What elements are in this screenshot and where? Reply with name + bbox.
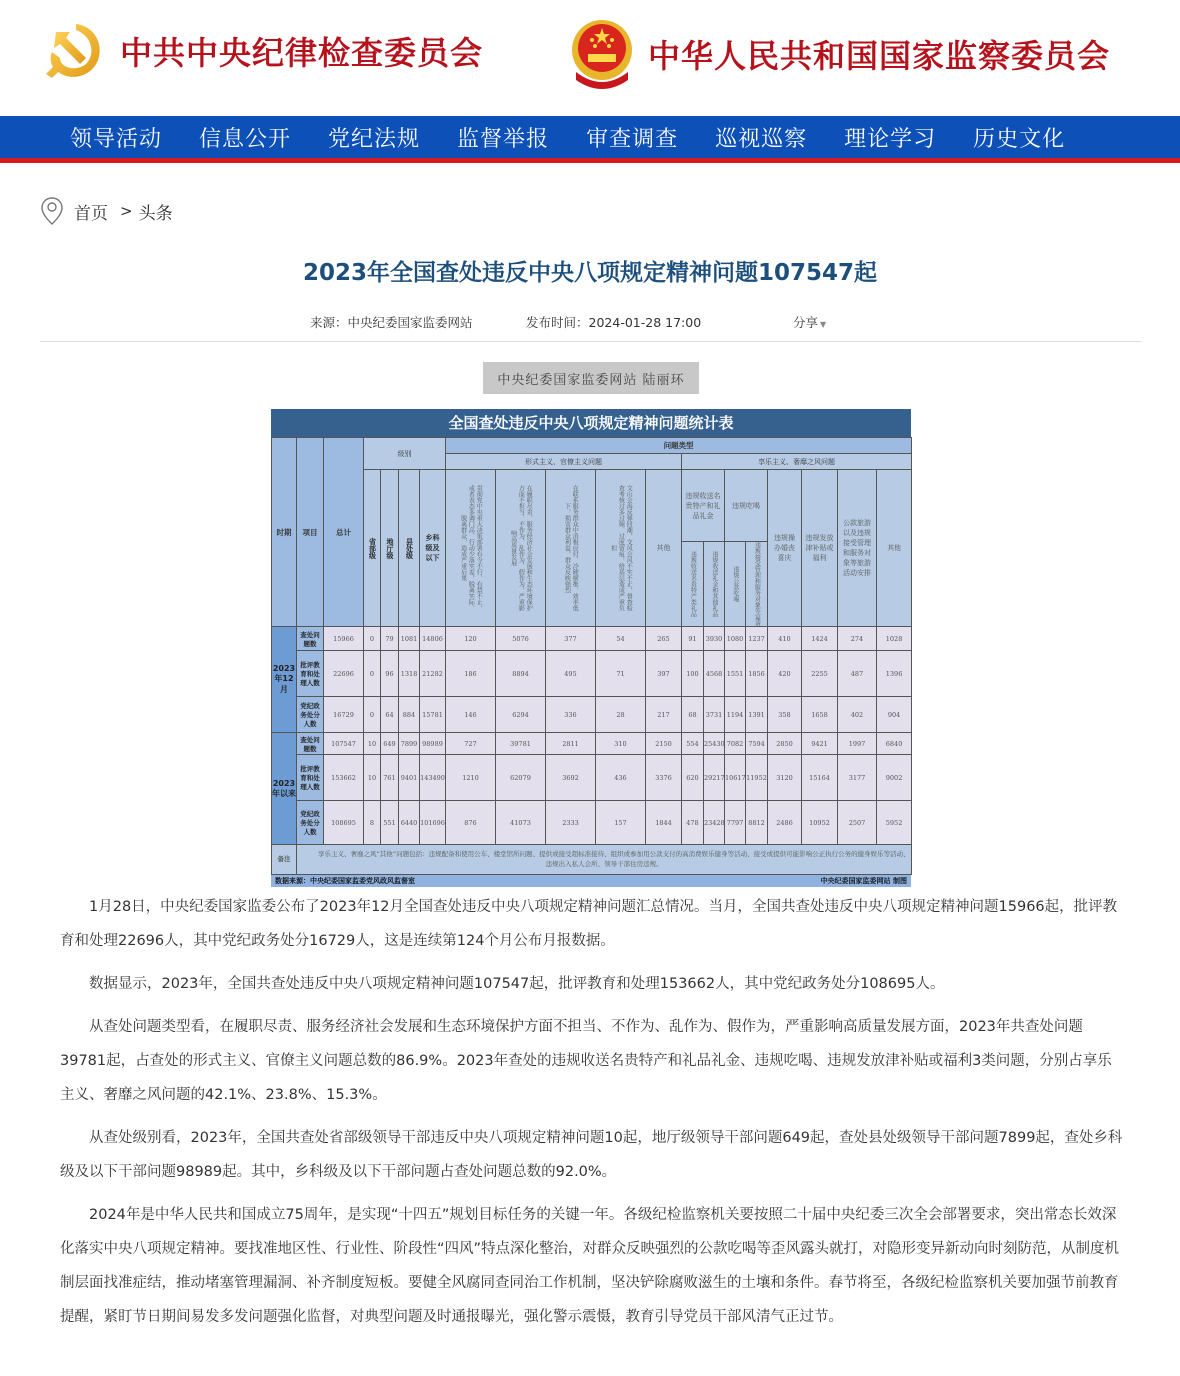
period-label: 2023年以来 [272,733,297,845]
main-nav [0,116,1180,163]
table-cell: 495 [546,651,596,697]
table-cell: 186 [446,651,496,697]
note-label: 备注 [272,845,297,875]
table-cell: 1658 [802,697,838,733]
table-row [272,733,912,755]
paragraph: 从查处级别看，2023年，全国共查处省部级领导干部违反中央八项规定精神问题10起，地厅级领导干部问题649起，查处县处级领导干部问题7899起，查处乡科级及以下干部问题98989起。其中，乡科级及以下干部问题占查处问题总数的92.0%。 [60,1130,1123,1180]
table-cell: 1424 [802,627,838,651]
table-cell: 0 [364,627,381,651]
table-cell: 336 [546,697,596,733]
table-cell: 15781 [420,697,446,733]
table-cell: 402 [838,697,877,733]
header-dining-group: 违规吃喝 [725,470,768,542]
stat-table-image [271,409,911,885]
table-cell: 2333 [546,801,596,845]
table-cell: 25430 [704,733,725,755]
table-cell: 14806 [420,627,446,651]
table-cell: 1080 [725,627,746,651]
table-cell: 2850 [768,733,802,755]
nav-item-theory[interactable]: 理论学习 [844,126,937,152]
table-cell: 1237 [746,627,768,651]
table-row [272,697,912,733]
header-hedonism-col-cash-gifts: 违规收送礼金和其他礼品 [704,542,725,627]
table-cell: 5952 [877,801,912,845]
header-hedonism-col-public-dining: 违规公款吃喝 [725,542,746,627]
nsc-logo-link[interactable] [568,18,1110,90]
row-item-label: 查处问题数 [297,733,324,755]
table-cell: 10952 [802,801,838,845]
table-cell: 310 [596,733,646,755]
table-cell: 39781 [496,733,546,755]
paragraph: 数据显示，2023年，全国共查处违反中央八项规定精神问题107547起，批评教育和处理153662人，其中党纪政务处分108695人。 [89,976,945,992]
header-level: 级别 [364,438,446,470]
nav-item-inspection[interactable]: 巡视巡察 [715,126,808,152]
table-cell: 8 [364,801,381,845]
table-cell: 98989 [420,733,446,755]
paragraph: 2024年是中华人民共和国成立75周年，是实现“十四五”规划目标任务的关键一年。各级纪检监察机关要按照二十届中央纪委三次全会部署要求，突出常态长效深化落实中央八项规定精神。要找准地区性、行业性、阶段性“四风”特点深化整治，对群众反映强烈的公款吃喝等歪风露头就打，对隐形变异新动向时刻防范，从制度机制层面找准症结，推动堵塞管理漏洞、补齐制度短板。要健全风腐同查同治工作机制，坚决铲除腐败滋生的土壤和条件。春节将至，各级纪检监察机关要加强节前教育提醒，紧盯节日期间易发多发问题强化监督，对典型问题及时通报曝光，强化警示震慑，教育引导党员干部风清气正过节。 [60,1207,1120,1325]
table-cell: 1551 [725,651,746,697]
table-cell: 6440 [399,801,420,845]
table-cell: 10 [364,733,381,755]
time-value: 2024-01-28 17:00 [588,315,702,330]
table-cell: 16729 [324,697,364,733]
header-level-township: 乡科级及以下 [420,470,446,627]
table-cell: 217 [646,697,682,733]
table-cell: 1391 [746,697,768,733]
table-cell: 9002 [877,755,912,801]
table-row [272,801,912,845]
share-button[interactable] [793,313,826,331]
table-cell: 41073 [496,801,546,845]
table-row [272,651,912,697]
table-cell: 3376 [646,755,682,801]
header-level-province: 省部级 [364,470,381,627]
header-hedonism-col-weddings: 违规操办婚丧喜庆 [768,470,802,627]
table-cell: 551 [381,801,399,845]
source-label: 来源： [310,315,348,330]
table-cell: 146 [446,697,496,733]
table-cell: 7899 [399,733,420,755]
article-time [526,313,701,331]
nav-item-info-disclosure[interactable]: 信息公开 [199,126,292,152]
table-cell: 884 [399,697,420,733]
period-label: 2023年12月 [272,627,297,733]
table-cell: 8812 [746,801,768,845]
stat-table-title: 全国查处违反中央八项规定精神问题统计表 [271,409,911,437]
table-cell: 64 [381,697,399,733]
table-row [272,755,912,801]
table-cell: 2507 [838,801,877,845]
table-cell: 6840 [877,733,912,755]
time-label: 发布时间： [526,315,589,330]
table-cell: 100 [682,651,704,697]
table-cell: 274 [838,627,877,651]
row-item-label: 党纪政务处分人数 [297,697,324,733]
image-credit: 中央纪委国家监委网站 陆丽环 [483,362,699,394]
table-cell: 420 [768,651,802,697]
table-cell: 904 [877,697,912,733]
table-cell: 108695 [324,801,364,845]
header-hedonism-col-subsidies: 违规发放津补贴或福利 [802,470,838,627]
table-cell: 107547 [324,733,364,755]
table-cell: 153662 [324,755,364,801]
table-cell: 1194 [725,697,746,733]
header-formalism-col-2: 在履职尽责、服务经济社会发展和生态环境保护方面不担当、不作为、乱作为、假作为，严重影响高质量发展 [496,470,546,627]
table-cell: 377 [546,627,596,651]
header-formalism-col-3: 在联系服务群众中消极应付、冷硬横推、效率低下，损害群众利益，群众反映强烈 [546,470,596,627]
table-cell: 15966 [324,627,364,651]
table-footer [271,875,911,887]
header-hedonism-col-banquets: 违规接受管理和服务对象等宴请 [746,542,768,627]
site-header [0,0,1180,116]
header-gifts-group: 违规收送名贵特产和礼品礼金 [682,470,725,542]
share-label: 分享 [793,315,819,330]
row-item-label: 查处问题数 [297,627,324,651]
header-total: 总计 [324,438,364,627]
nav-item-history[interactable]: 历史文化 [973,126,1066,152]
paragraph: 1月28日，中央纪委国家监委公布了2023年12月全国查处违反中央八项规定精神问题汇总情况。当月，全国共查处违反中央八项规定精神问题15966起，批评教育和处理22696人，其中党纪政务处分16729人，这是连续第124个月公布月报数据。 [60,899,1118,949]
made-by: 中央纪委国家监委网站 制图 [820,877,907,885]
stat-table [271,437,912,875]
table-cell: 487 [838,651,877,697]
nav-item-party-regulations[interactable]: 党纪法规 [328,126,421,152]
table-cell: 9401 [399,755,420,801]
table-cell: 1396 [877,651,912,697]
table-cell: 28 [596,697,646,733]
article-source [310,313,473,331]
ccdi-logo-link[interactable] [42,18,483,84]
table-cell: 620 [682,755,704,801]
party-emblem-icon [42,18,108,84]
table-cell: 3692 [546,755,596,801]
table-cell: 876 [446,801,496,845]
table-cell: 22696 [324,651,364,697]
nav-item-supervision-report[interactable]: 监督举报 [457,126,550,152]
header-formalism: 形式主义、官僚主义问题 [446,454,682,470]
header-hedonism: 享乐主义、奢靡之风问题 [682,454,912,470]
breadcrumb-home-link[interactable]: 首页 [74,203,108,224]
table-cell: 358 [768,697,802,733]
nav-item-leadership[interactable]: 领导活动 [70,126,163,152]
article-body [60,890,1124,1343]
nsc-name: 中华人民共和国国家监察委员会 [648,37,1111,75]
table-cell: 397 [646,651,682,697]
table-cell: 2255 [802,651,838,697]
table-cell: 1856 [746,651,768,697]
table-cell: 157 [596,801,646,845]
row-item-label: 批评教育和处理人数 [297,755,324,801]
table-cell: 7082 [725,733,746,755]
table-cell: 1997 [838,733,877,755]
header-problem-type: 问题类型 [446,438,912,454]
table-cell: 7594 [746,733,768,755]
table-cell: 29217 [704,755,725,801]
table-cell: 2150 [646,733,682,755]
national-emblem-icon [568,18,636,90]
table-cell: 8894 [496,651,546,697]
article-title: 2023年全国查处违反中央八项规定精神问题107547起 [302,260,878,286]
table-cell: 5076 [496,627,546,651]
location-pin-icon [40,196,64,226]
table-cell: 11952 [746,755,768,801]
table-cell: 3177 [838,755,877,801]
table-cell: 79 [381,627,399,651]
header-hedonism-other: 其他 [877,470,912,627]
table-cell: 265 [646,627,682,651]
table-cell: 23428 [704,801,725,845]
row-item-label: 批评教育和处理人数 [297,651,324,697]
note-text: 享乐主义、奢靡之风“其他”问题包括：违规配备和使用公车、楼堂馆所问题、提供或接受超标准接待、组织或参加用公款支付的高消费娱乐健身等活动、接受或提供可能影响公正执行公务的健身娱乐等活动、违规出入私人会所、领导干部住房违规。 [297,845,912,875]
table-cell: 91 [682,627,704,651]
table-cell: 436 [596,755,646,801]
nav-item-investigation[interactable]: 审查调查 [586,126,679,152]
table-cell: 1210 [446,755,496,801]
header-formalism-other: 其他 [646,470,682,627]
divider [40,341,1141,342]
header-hedonism-col-specialty-gifts: 违规收送名贵特产类礼品 [682,542,704,627]
table-cell: 9421 [802,733,838,755]
source-value: 中央纪委国家监委网站 [347,315,473,330]
table-cell: 120 [446,627,496,651]
table-cell: 101696 [420,801,446,845]
table-row [272,627,912,651]
breadcrumb-separator: > [120,202,133,220]
table-cell: 71 [596,651,646,697]
table-cell: 0 [364,651,381,697]
table-cell: 727 [446,733,496,755]
table-cell: 62079 [496,755,546,801]
table-cell: 68 [682,697,704,733]
table-cell: 54 [596,627,646,651]
table-cell: 410 [768,627,802,651]
table-cell: 3731 [704,697,725,733]
header-formalism-col-1: 贯彻党中央重大决策部署有令不行、有禁不止，或者表态多调门高、行动少落实差，脱离实际、脱离群众，造成严重后果 [446,470,496,627]
table-cell: 1081 [399,627,420,651]
header-item: 项目 [297,438,324,627]
table-cell: 143490 [420,755,446,801]
table-cell: 6294 [496,697,546,733]
ccdi-name: 中共中央纪律检查委员会 [120,34,484,72]
row-item-label: 党纪政务处分人数 [297,801,324,845]
table-cell: 1844 [646,801,682,845]
table-cell: 554 [682,733,704,755]
table-cell: 761 [381,755,399,801]
breadcrumb-current[interactable]: 头条 [138,203,173,224]
table-cell: 1028 [877,627,912,651]
table-cell: 478 [682,801,704,845]
table-cell: 2486 [768,801,802,845]
table-cell: 3120 [768,755,802,801]
table-cell: 10617 [725,755,746,801]
paragraph: 从查处问题类型看，在履职尽责、服务经济社会发展和生态环境保护方面不担当、不作为、乱作为、假作为，严重影响高质量发展方面，2023年共查处问题39781起，占查处的形式主义、官僚主义问题总数的86.9%。2023年查处的违规收送名贵特产和礼品礼金、违规吃喝、违规发放津补贴或福利3类问题，分别占享乐主义、奢靡之风问题的42.1%、23.8%、15.3%。 [60,1019,1112,1103]
table-cell: 4568 [704,651,725,697]
header-level-county: 县处级 [399,470,420,627]
table-cell: 0 [364,697,381,733]
data-source: 数据来源：中央纪委国家监委党风政风监督室 [275,877,415,885]
table-cell: 15164 [802,755,838,801]
table-cell: 96 [381,651,399,697]
table-cell: 1318 [399,651,420,697]
header-period: 时期 [272,438,297,627]
caret-down-icon: ▼ [820,320,827,329]
header-formalism-col-4: 文山会海反弹回潮，文风会风不实不正，督查检查考核过多过频、过度留痕，给基层造成严重负担 [596,470,646,627]
table-cell: 7797 [725,801,746,845]
table-cell: 21282 [420,651,446,697]
table-cell: 649 [381,733,399,755]
table-cell: 2811 [546,733,596,755]
header-hedonism-col-travel: 公款旅游以及违规接受管理和服务对象等旅游活动安排 [838,470,877,627]
table-cell: 10 [364,755,381,801]
header-level-prefecture: 地厅级 [381,470,399,627]
breadcrumb [40,196,173,226]
table-cell: 3930 [704,627,725,651]
